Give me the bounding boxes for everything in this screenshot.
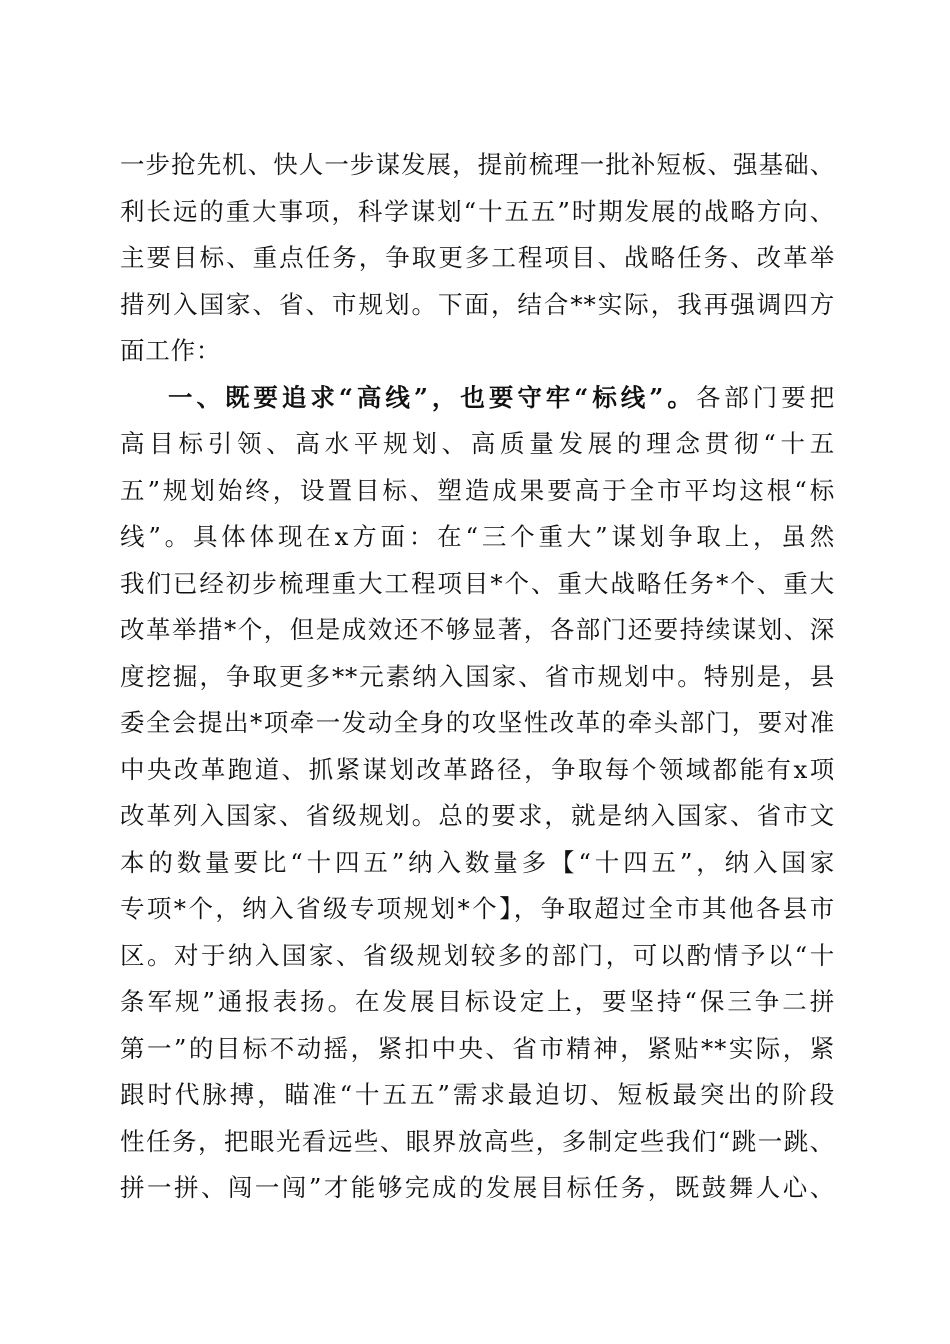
text-line-15: 改革列入国家、省级规划。总的要求，就是纳入国家、省市文 [120,801,835,830]
text-line-5: 面工作： [120,336,222,365]
text-line-3: 主要目标、重点任务，争取更多工程项目、战略任务、改革举 [120,243,835,272]
text-line-20: 第一”的目标不动摇，紧扣中央、省市精神，紧贴**实际，紧 [120,1034,835,1063]
text-line-8: 五”规划始终，设置目标、塑造成果要高于全市平均这根“标 [120,476,835,505]
text-line-14: 中央改革跑道、抓紧谋划改革路径，争取每个领域都能有x项 [120,755,835,784]
text-line-17: 专项*个，纳入省级专项规划*个】，争取超过全市其他各县市 [120,894,835,923]
section-heading: 一、既要追求“高线”，也要守牢“标线”。 [168,383,696,412]
text-line-22: 性任务，把眼光看远些、眼界放高些，多制定些我们“跳一跳、 [120,1127,835,1156]
text-line-2: 利长远的重大事项，科学谋划“十五五”时期发展的战略方向、 [120,197,835,226]
text-line-21: 跟时代脉搏，瞄准“十五五”需求最迫切、短板最突出的阶段 [120,1080,835,1109]
text-line-1: 一步抢先机、快人一步谋发展，提前梳理一批补短板、强基础、 [120,150,835,179]
text-line-7: 高目标引领、高水平规划、高质量发展的理念贯彻“十五 [120,429,835,458]
text-line-23: 拼一拼、闯一闯”才能够完成的发展目标任务，既鼓舞人心、 [120,1173,835,1202]
section-heading-line [168,383,835,413]
text-line-16: 本的数量要比“十四五”纳入数量多【“十四五”，纳入国家 [120,848,835,877]
text-line-12: 度挖掘，争取更多**元素纳入国家、省市规划中。特别是，县 [120,662,835,691]
text-line-13: 委全会提出*项牵一发动全身的攻坚性改革的牵头部门，要对准 [120,708,835,737]
text-line-18: 区。对于纳入国家、省级规划较多的部门，可以酌情予以“十 [120,941,835,970]
text-line-19: 条军规”通报表扬。在发展目标设定上，要坚持“保三争二拼 [120,987,835,1016]
text-line-9: 线”。具体体现在x方面：在“三个重大”谋划争取上，虽然 [120,522,835,551]
text-line-4: 措列入国家、省、市规划。下面，结合**实际，我再强调四方 [120,290,835,319]
section-heading-continuation: 各部门要把 [695,383,835,412]
text-line-10: 我们已经初步梳理重大工程项目*个、重大战略任务*个、重大 [120,569,835,598]
text-line-11: 改革举措*个，但是成效还不够显著，各部门还要持续谋划、深 [120,615,835,644]
